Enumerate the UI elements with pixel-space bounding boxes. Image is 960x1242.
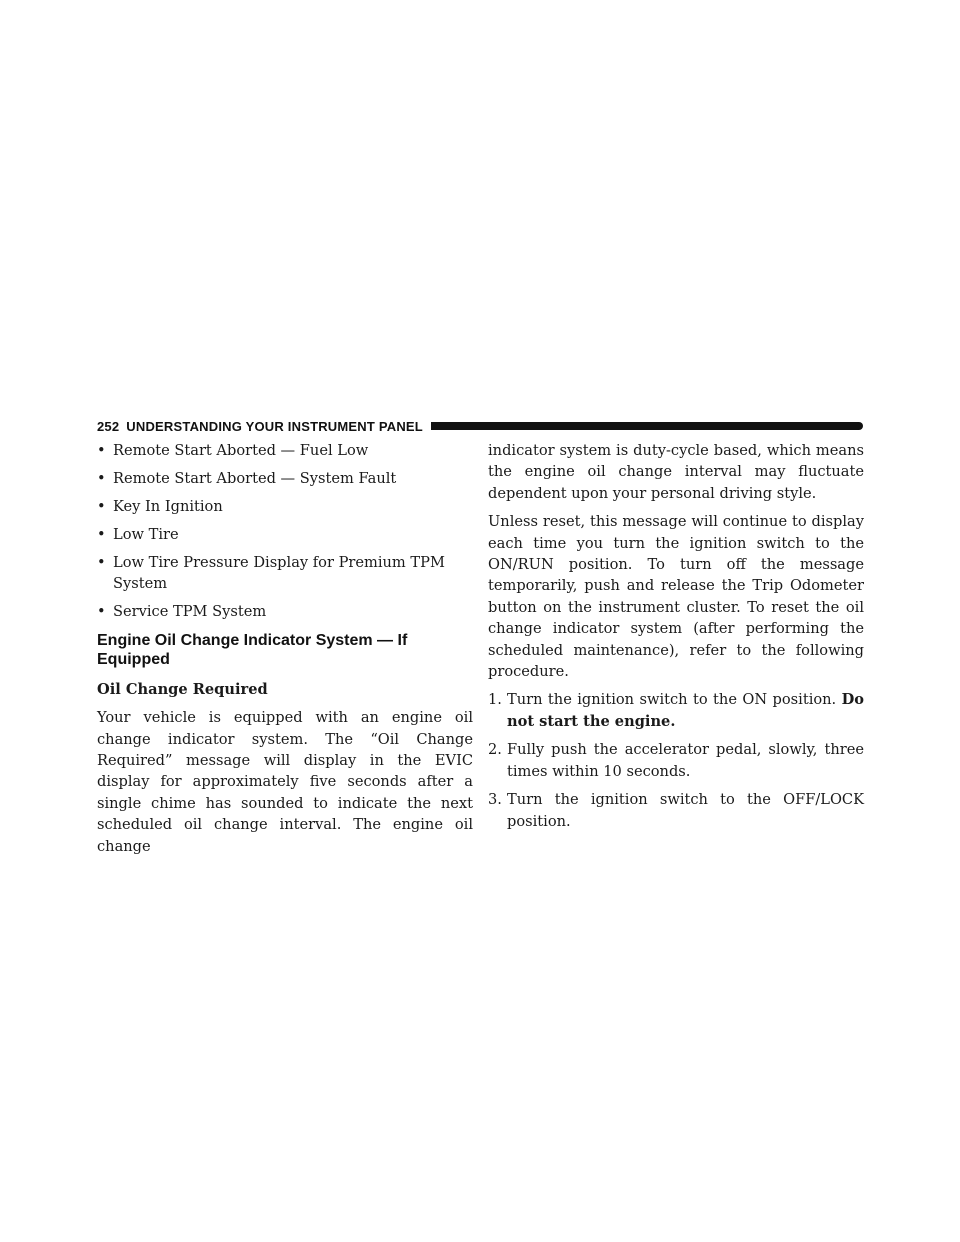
list-item: • Service TPM System: [97, 601, 473, 622]
list-item: 3. Turn the ignition switch to the OFF/LOCK position.: [488, 791, 864, 830]
page-number: 252: [97, 418, 120, 434]
bullet-icon: •: [97, 526, 106, 543]
left-column: [97, 440, 473, 864]
message-list: [97, 440, 473, 623]
list-item: • Low Tire Pressure Display for Premium TPM System: [97, 554, 445, 593]
bullet-icon: •: [97, 554, 106, 571]
list-item: 1. Turn the ignition switch to the ON position. Do not start the engine.: [488, 691, 864, 730]
page-header: [97, 419, 863, 433]
header-rule: [431, 422, 863, 430]
bullet-icon: •: [97, 603, 106, 621]
body-paragraph: indicator system is duty-cycle based, which means the engine oil change interval may fluctuate dependent upon your personal driving style.: [488, 442, 864, 502]
bullet-icon: •: [97, 498, 106, 515]
body-paragraph: Your vehicle is equipped with an engine oil change indicator system. The “Oil Change Required” message will display in the EVIC display for approximately five seconds after a single chime has sounded to indicate the next scheduled oil change interval. The engine oil change: [97, 709, 473, 855]
bullet-icon: •: [97, 470, 106, 487]
section-title: UNDERSTANDING YOUR INSTRUMENT PANEL: [126, 418, 423, 434]
right-column: [488, 440, 864, 839]
list-item: • Low Tire: [97, 524, 473, 545]
procedure-steps: [488, 689, 864, 831]
body-paragraph: Unless reset, this message will continue to display each time you turn the ignition switch to the ON/RUN position. To turn off the message temporarily, push and release the Trip Odometer button on the instrument cluster. To reset the oil change indicator system (after performing the scheduled maintenance), refer to the following procedure.: [488, 513, 864, 681]
list-item: • Remote Start Aborted — Fuel Low: [97, 440, 473, 461]
list-item: • Key In Ignition: [97, 496, 473, 517]
list-item: 2. Fully push the accelerator pedal, slowly, three times within 10 seconds.: [488, 741, 864, 780]
subsection-heading: Oil Change Required: [97, 680, 268, 698]
section-heading: Engine Oil Change Indicator System — If Equipped: [97, 631, 408, 668]
bullet-icon: •: [97, 442, 106, 459]
list-item: • Remote Start Aborted — System Fault: [97, 468, 473, 489]
